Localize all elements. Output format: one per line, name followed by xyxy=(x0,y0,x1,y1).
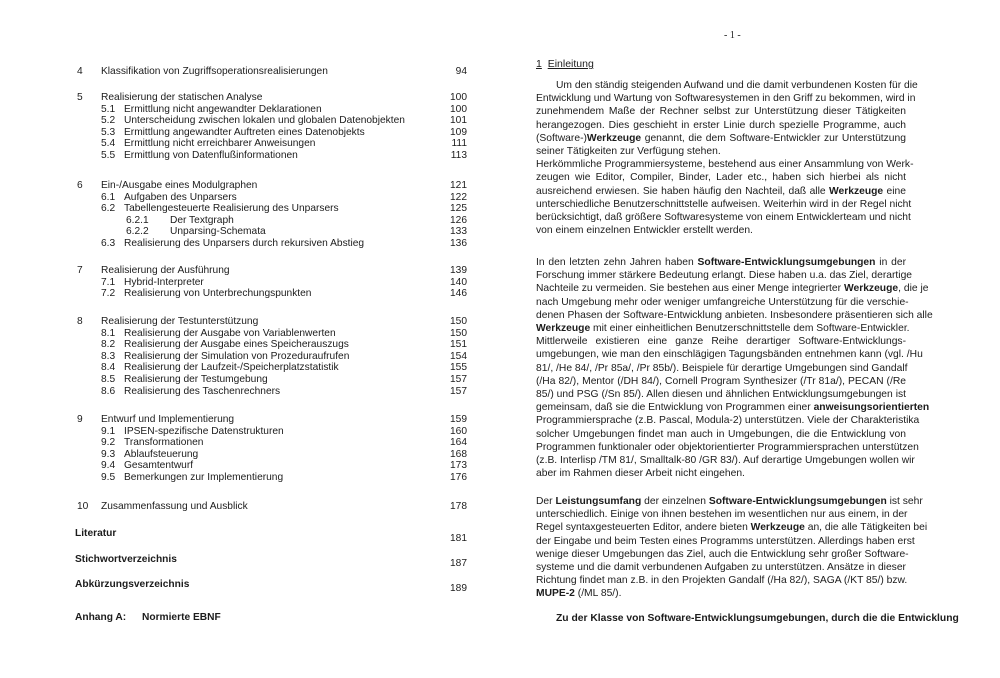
body-line: denen Phasen der Software-Entwicklung anbieten. Insbesondere präsentieren sich alle xyxy=(536,309,933,321)
toc-section-number: 4 xyxy=(77,66,83,77)
toc-subsection-number: 9.1 xyxy=(101,425,116,437)
toc-subsection-title[interactable]: Hybrid-Interpreter xyxy=(124,276,204,288)
toc-subsection-title[interactable]: Ermittlung nicht erreichbarer Anweisungen xyxy=(124,138,316,150)
toc-section-title[interactable]: Realisierung der Ausführung xyxy=(101,265,230,276)
toc-subsection-number: 9.5 xyxy=(101,472,116,483)
toc-subsection-page: 136 xyxy=(450,238,467,249)
toc-subsection-number: 8.5 xyxy=(101,374,116,385)
toc-subsection-title[interactable]: Unparsing-Schemata xyxy=(170,226,266,238)
toc-extra-title[interactable]: Stichwortverzeichnis xyxy=(75,554,177,565)
toc-subsection-title[interactable]: Ermittlung von Datenflußinformationen xyxy=(124,150,298,161)
toc-subsection-title[interactable]: Realisierung der Ausgabe von Variablenwerten xyxy=(124,327,336,339)
toc-subsection-page: 176 xyxy=(450,472,467,483)
toc-section-title[interactable]: Ein-/Ausgabe eines Modulgraphen xyxy=(101,180,258,191)
toc-subsection-page: 126 xyxy=(450,214,467,226)
appendix-label: Anhang A: xyxy=(75,612,127,623)
body-line: (z.B. Interlisp /TM 81/, Smalltalk-80 /GR 83/). Auf derartige Umgebungen wollen wir xyxy=(536,455,915,466)
toc-subsection-title[interactable]: Tabellengesteuerte Realisierung des Unparsers xyxy=(124,203,339,215)
toc-subsection-number: 8.2 xyxy=(101,339,116,351)
toc-subsection-title[interactable]: Gesamtentwurf xyxy=(124,460,194,472)
body-line: Herkömmliche Programmiersysteme, bestehend aus einer Ansammlung von Werk- xyxy=(536,159,914,171)
toc-subsection-page: 113 xyxy=(450,150,467,161)
toc-extra-title[interactable]: Literatur xyxy=(75,528,117,539)
appendix-title[interactable]: Normierte EBNF xyxy=(142,612,221,623)
body-line: Werkzeuge mit einer einheitlichen Benutzerschnittstelle dem Software-Entwickler. xyxy=(536,323,910,334)
toc-subsection-number: 9.2 xyxy=(101,437,116,449)
toc-subsection-page: 168 xyxy=(450,448,467,460)
body-line: zeugen wie Editor, Compiler, Binder, Lader etc., haben sich hierbei als nicht xyxy=(536,172,906,184)
chapter-heading-number: 1 xyxy=(536,58,542,70)
toc-section-page: 178 xyxy=(450,501,467,512)
toc-subsection-page: 125 xyxy=(450,203,467,215)
body-line: systeme und die damit verbundenen Aufgaben zu unterstützen. Ansätze in dieser xyxy=(536,562,906,573)
body-line: Zu der Klasse von Software-Entwicklungsumgebungen, durch die die Entwicklung xyxy=(556,613,959,624)
toc-section-page: 159 xyxy=(450,414,467,425)
toc-subsection-page: 109 xyxy=(450,126,467,138)
toc-section-number: 10 xyxy=(77,501,89,512)
body-line: von einem einzelnen Entwickler erstellt werden. xyxy=(536,225,753,237)
toc-section-number: 6 xyxy=(77,180,83,191)
toc-subsection-page: 151 xyxy=(450,339,467,351)
toc-subsection-number: 8.6 xyxy=(101,385,116,397)
body-line: Nachteile zu vermeiden. Sie bestehen aus einer Menge integrierter Werkzeuge, die je xyxy=(536,283,929,295)
body-line: solcher Umgebungen findet man auch in Umgebungen, die die Entwicklung von xyxy=(536,428,906,440)
toc-subsection-page: 101 xyxy=(450,115,467,127)
toc-subsection-number: 8.4 xyxy=(101,362,116,374)
body-line: Regel syntaxgesteuerten Editor, andere bieten Werkzeuge an, die alle Tätigkeiten bei xyxy=(536,522,928,534)
body-line: Richtung findet man z.B. in den Projekten Gandalf (/Ha 82/), SAGA (/KT 85/) bzw. xyxy=(536,575,908,587)
toc-subsection-title[interactable]: Ermittlung nicht angewandter Deklarationen xyxy=(124,103,322,115)
toc-subsection-number: 6.2.2 xyxy=(126,226,149,238)
toc-subsection-title[interactable]: Realisierung der Laufzeit-/Speicherplatzstatistik xyxy=(124,362,339,374)
toc-section-number: 8 xyxy=(77,316,83,327)
toc-subsection-number: 6.3 xyxy=(101,238,116,249)
body-line: Programmiersprache (z.B. Pascal, Modula-2) unterstützen. Viele der Charakteristika xyxy=(536,415,920,427)
body-line: zunehmendem Maße der Rechner selbst zur Unterstützung dieser Tätigkeiten xyxy=(536,106,906,118)
toc-subsection-page: 140 xyxy=(450,276,467,288)
toc-subsection-title[interactable]: Realisierung der Simulation von Prozeduraufrufen xyxy=(124,350,350,362)
toc-extra-title[interactable]: Abkürzungsverzeichnis xyxy=(75,579,190,590)
body-line: Mittlerweile existieren eine ganze Reihe derartiger Software-Entwicklungs- xyxy=(536,336,906,348)
toc-subsection-title[interactable]: Realisierung von Unterbrechungspunkten xyxy=(124,288,312,300)
toc-subsection-number: 7.2 xyxy=(101,288,116,300)
toc-subsection-title[interactable]: Bemerkungen zur Implementierung xyxy=(124,472,284,483)
toc-subsection-page: 164 xyxy=(450,437,467,449)
toc-subsection-number: 6.2.1 xyxy=(126,214,149,226)
toc-subsection-number: 7.1 xyxy=(101,276,116,288)
toc-subsection-page: 160 xyxy=(450,425,467,437)
toc-subsection-page: 155 xyxy=(450,362,467,374)
body-line: aber im Rahmen dieser Arbeit nicht eingehen. xyxy=(536,468,745,480)
toc-subsection-page: 150 xyxy=(450,327,467,339)
body-line: 81/, /He 84/, /Pr 85a/, /Pr 85b/). Beispiele für derartige Umgebungen sind Gandalf xyxy=(536,362,908,374)
chapter-heading xyxy=(536,58,594,70)
toc-subsection-number: 6.1 xyxy=(101,191,116,203)
toc-subsection-title[interactable]: Transformationen xyxy=(124,437,204,449)
toc-subsection-number: 6.2 xyxy=(101,203,116,215)
toc-section-page: 94 xyxy=(455,66,467,77)
toc-subsection-number: 5.1 xyxy=(101,103,116,115)
toc-subsection-title[interactable]: Realisierung des Taschenrechners xyxy=(124,385,281,397)
toc-subsection-title[interactable]: Der Textgraph xyxy=(170,214,234,226)
toc-extra-page: 181 xyxy=(450,533,467,544)
body-line: herangezogen. Dies geschieht in erster Linie durch spezielle Programme, auch xyxy=(536,119,906,131)
toc-subsection-number: 5.2 xyxy=(101,115,116,127)
toc-subsection-page: 133 xyxy=(450,226,467,238)
toc-subsection-title[interactable]: Realisierung des Unparsers durch rekursiven Abstieg xyxy=(124,238,365,249)
toc-subsection-title[interactable]: IPSEN-spezifische Datenstrukturen xyxy=(124,425,284,437)
body-line: Programmen funktionaler oder objektorientierter Programmiersprachen unterstützen xyxy=(536,441,919,453)
body-line: seiner Tätigkeiten zur Verfügung stehen. xyxy=(536,146,721,157)
toc-subsection-title[interactable]: Realisierung der Ausgabe eines Speicherauszugs xyxy=(124,339,349,351)
toc-subsection-number: 5.3 xyxy=(101,126,116,138)
toc-section-title[interactable]: Klassifikation von Zugriffsoperationsrealisierungen xyxy=(101,66,328,77)
body-line: ausreichend erwiesen. Sie haben häufig den Nachteil, daß alle Werkzeuge eine xyxy=(536,185,906,197)
toc-extra-page: 189 xyxy=(450,583,467,594)
chapter-heading-title: Einleitung xyxy=(547,58,594,70)
toc-subsection-page: 157 xyxy=(450,385,467,397)
toc-subsection-page: 154 xyxy=(450,350,467,362)
body-line: 85/) und PSG (/Sn 85/). Allen diesen und ähnlichen Entwicklungsumgebungen ist xyxy=(536,389,906,400)
toc-subsection-number: 8.1 xyxy=(101,327,116,339)
toc-subsection-number: 8.3 xyxy=(101,350,116,362)
page-number: - 1 - xyxy=(724,30,741,41)
toc-subsection-title[interactable]: Ablaufsteuerung xyxy=(124,448,199,460)
toc-subsection-page: 100 xyxy=(450,103,467,115)
body-line: Entwicklung und Wartung von Softwaresystemen in den Griff zu bekommen, wird in xyxy=(536,93,916,105)
toc-section-number: 7 xyxy=(77,265,83,276)
toc-subsection-page: 157 xyxy=(450,374,467,385)
toc-subsection-number: 9.4 xyxy=(101,460,116,472)
toc-subsection-page: 146 xyxy=(450,288,467,300)
toc-subsection-page: 173 xyxy=(450,460,467,472)
toc-section-page: 121 xyxy=(450,180,467,191)
body-line: unterschiedlich. Einige von ihnen bestehen im wesentlichen nur aus einem, in der xyxy=(536,509,908,521)
body-line: der Eingabe und beim Testen eines Programms unterstützen. Allerdings haben erst xyxy=(536,535,915,547)
toc-section-title[interactable]: Entwurf und Implementierung xyxy=(101,414,235,425)
toc-section-title[interactable]: Zusammenfassung und Ausblick xyxy=(101,501,248,512)
toc-extra-page: 187 xyxy=(450,558,467,569)
body-line: unterschiedliche Benutzerschnittstelle aufweisen. Weiterhin wird in der Regel nicht xyxy=(536,198,912,210)
body-line: wenige dieser Umgebungen das Ziel, auch die Entwicklung sehr großer Software- xyxy=(536,548,909,560)
body-line: (/Ha 82/), Mentor (/DH 84/), Cornell Program Synthesizer (/Tr 81a/), PECAN (/Re xyxy=(536,375,906,387)
body-line: MUPE-2 (/ML 85/). xyxy=(536,588,622,600)
body-line: In den letzten zehn Jahren haben Software-Entwicklungsumgebungen in der xyxy=(536,257,907,268)
toc-section-number: 9 xyxy=(77,414,83,425)
toc-subsection-number: 9.3 xyxy=(101,448,116,460)
toc-section-page: 150 xyxy=(450,316,467,327)
body-line: Forschung immer stärkere Bedeutung erlangt. Diese haben u.a. das Ziel, derartige xyxy=(536,270,913,282)
toc-subsection-title[interactable]: Unterscheidung zwischen lokalen und globalen Datenobjekten xyxy=(124,115,405,127)
toc-subsection-page: 111 xyxy=(451,138,467,150)
toc-subsection-title[interactable]: Realisierung der Testumgebung xyxy=(124,374,268,385)
toc-subsection-title[interactable]: Aufgaben des Unparsers xyxy=(124,191,237,203)
toc-subsection-title[interactable]: Ermittlung angewandter Auftreten eines Datenobjekts xyxy=(124,126,365,138)
body-line: nach Umgebung mehr oder weniger umfangreiche Unterstützung für die verschie- xyxy=(536,296,909,308)
toc-section-page: 100 xyxy=(450,92,467,103)
body-line: (Software-)Werkzeuge genannt, die dem Software-Entwickler zur Unterstützung xyxy=(536,132,906,144)
toc-subsection-number: 5.5 xyxy=(101,150,116,161)
toc-subsection-number: 5.4 xyxy=(101,138,116,150)
body-line: berücksichtigt, daß größere Softwaresysteme von einem Entwicklerteam und nicht xyxy=(536,212,911,223)
toc-subsection-page: 122 xyxy=(450,191,467,203)
body-line: Um den ständig steigenden Aufwand und die damit verbundenen Kosten für die xyxy=(556,80,918,91)
toc-section-title[interactable]: Realisierung der statischen Analyse xyxy=(101,92,263,103)
chapter-page xyxy=(500,0,1000,678)
toc-section-title[interactable]: Realisierung der Testunterstützung xyxy=(101,316,259,327)
body-line: gemeinsam, daß sie die Entwicklung von Programmen einer anweisungsorientierten xyxy=(536,402,930,414)
toc-section-page: 139 xyxy=(450,265,467,276)
toc-section-number: 5 xyxy=(77,92,83,103)
body-line: umgebungen, wie man den einschlägigen Tagungsbänden entnehmen kann (vgl. /Hu xyxy=(536,349,923,361)
body-line: Der Leistungsumfang der einzelnen Software-Entwicklungsumgebungen ist sehr xyxy=(536,496,923,507)
